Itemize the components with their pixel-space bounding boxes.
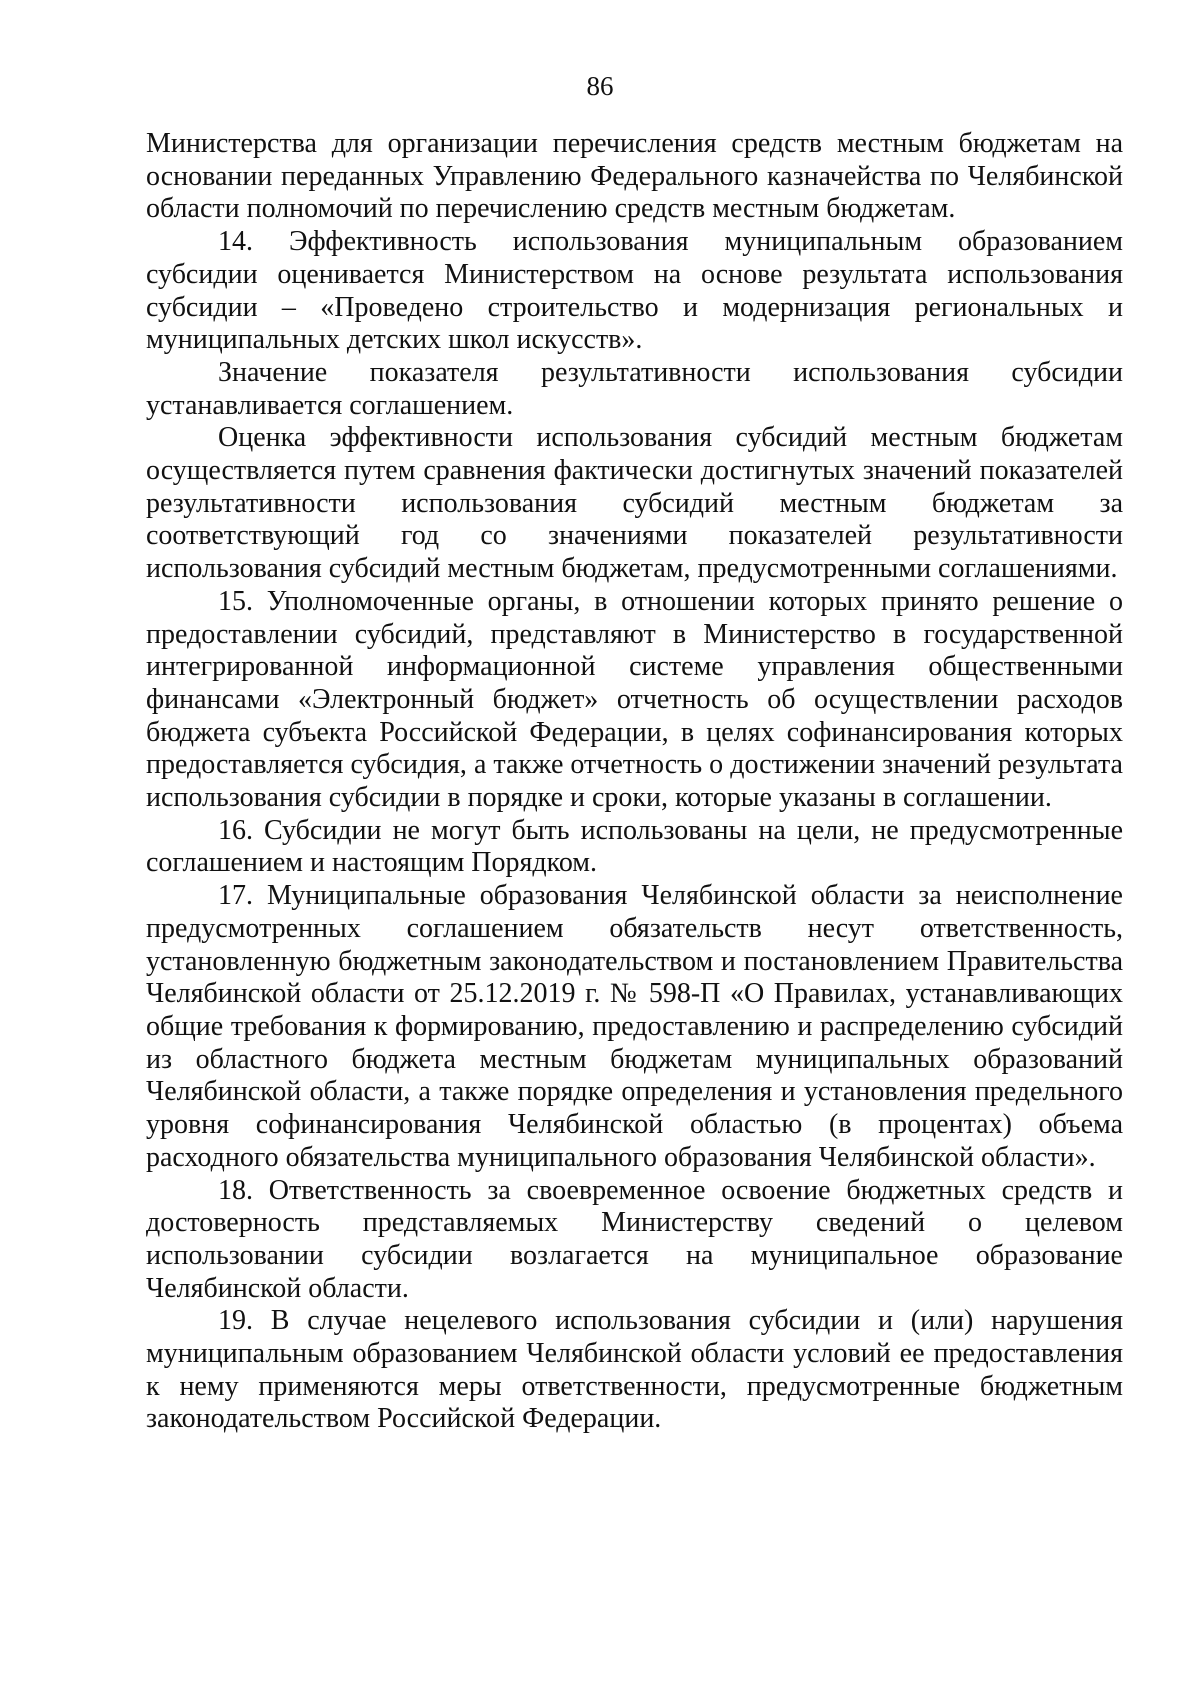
page-number: 86 (586, 71, 614, 101)
paragraph-item-18: 18. Ответственность за своевременное освоение бюджетных средств и достоверность представляемых Министерству сведений о целевом использовании субсидии возлагается на муниципальное образование Челябинской области. (146, 1174, 1123, 1304)
paragraph-item-19: 19. В случае нецелевого использования субсидии и (или) нарушения муниципальным образованием Челябинской области условий ее предоставления к нему применяются меры ответственности, предусмотренные бюджетным законодательством Российской Федерации. (146, 1305, 1123, 1435)
document-body (146, 128, 1123, 1436)
paragraph-continuation: Министерства для организации перечисления средств местным бюджетам на основании переданных Управлению Федерального казначейства по Челябинской области полномочий по перечислению средств местным бюджетам. (146, 128, 1123, 225)
paragraph-item-15: 15. Уполномоченные органы, в отношении которых принято решение о предоставлении субсидий, представляют в Министерство в государственной интегрированной информационной системе управления общественными финансами «Электронный бюджет» отчетность об осуществлении расходов бюджета субъекта Российской Федерации, в целях софинансирования которых предоставляется субсидия, а также отчетность о достижении значений результата использования субсидии в порядке и сроки, которые указаны в соглашении. (146, 585, 1123, 814)
paragraph-item-17: 17. Муниципальные образования Челябинской области за неисполнение предусмотренных соглашением обязательств несут ответственность, установленную бюджетным законодательством и постановлением Правительства Челябинской области от 25.12.2019 г. № 598-П «О Правилах, устанавливающих общие требования к формированию, предоставлению и распределению субсидий из областного бюджета местным бюджетам муниципальных образований Челябинской области, а также порядке определения и установления предельного уровня софинансирования Челябинской областью (в процентах) объема расходного обязательства муниципального образования Челябинской области». (146, 880, 1123, 1173)
paragraph-item-14: 14. Эффективность использования муниципальным образованием субсидии оценивается Министерством на основе результата использования субсидии – «Проведено строительство и модернизация региональных и муниципальных детских школ искусств». (146, 226, 1123, 356)
paragraph-indicator-value: Значение показателя результативности использования субсидии устанавливается соглашением. (146, 356, 1123, 421)
paragraph-efficiency-assessment: Оценка эффективности использования субсидий местным бюджетам осуществляется путем сравнения фактически достигнутых значений показателей результативности использования субсидий местным бюджетам за соответствующий год со значениями показателей результативности использования субсидий местным бюджетам, предусмотренными соглашениями. (146, 422, 1123, 585)
paragraph-item-16: 16. Субсидии не могут быть использованы на цели, не предусмотренные соглашением и настоящим Порядком. (146, 814, 1123, 879)
